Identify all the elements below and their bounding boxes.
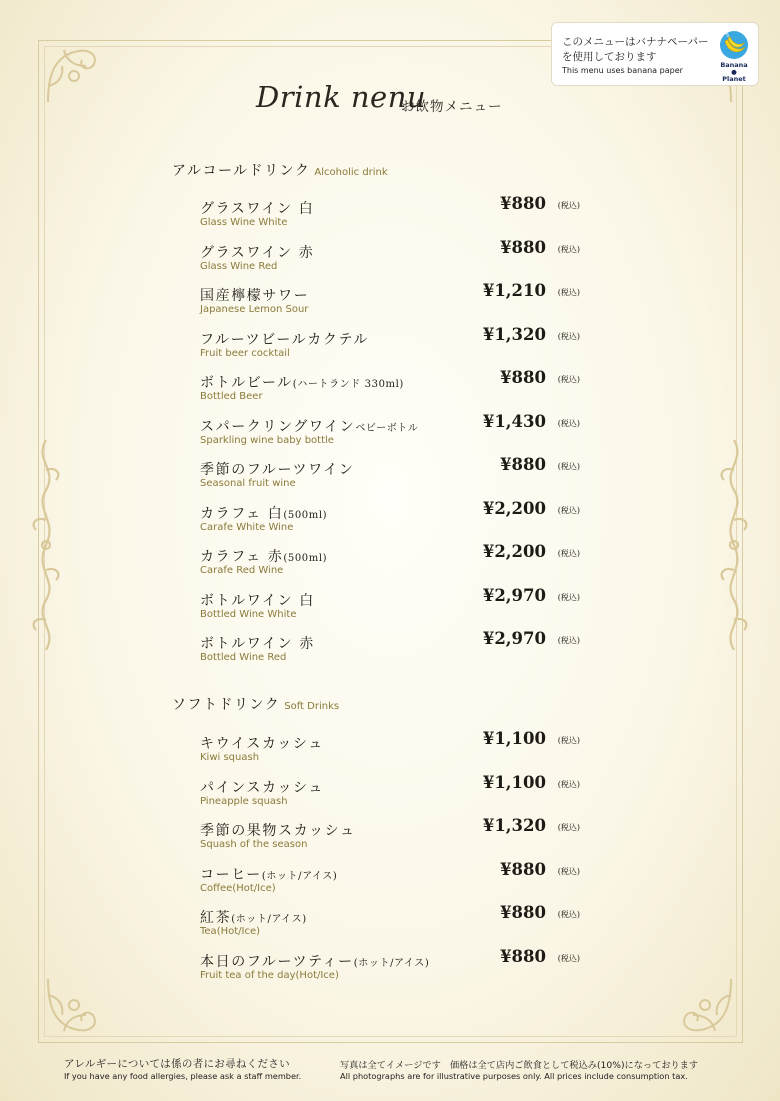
item-price: ¥880 bbox=[500, 946, 546, 966]
banana-paper-notice-jp: このメニューはバナナペーパーを使用しております bbox=[562, 36, 709, 63]
item-name-main: パインスカッシュ bbox=[200, 779, 324, 796]
menu-item bbox=[200, 816, 580, 860]
item-name-en: Tea(Hot/Ice) bbox=[200, 926, 261, 937]
item-price: ¥880 bbox=[500, 194, 546, 213]
item-price: ¥1,210 bbox=[482, 281, 546, 300]
item-price: ¥880 bbox=[500, 903, 546, 922]
section-title-jp: ソフトドリンク bbox=[172, 697, 281, 713]
item-name-en: Carafe Red Wine bbox=[200, 565, 284, 576]
banana-planet-logo bbox=[716, 29, 752, 83]
menu-item bbox=[200, 585, 580, 630]
item-name-main: カラフェ 白 bbox=[200, 505, 284, 522]
item-name-jp bbox=[200, 285, 309, 305]
menu-item bbox=[200, 281, 580, 325]
menu-item bbox=[200, 194, 580, 238]
item-price: ¥2,970 bbox=[482, 629, 546, 648]
item-tax-label: (税込) bbox=[557, 375, 580, 384]
section-title-en: Soft Drinks bbox=[284, 701, 340, 712]
price-note-jp: 写真は全てイメージです 価格は全て店内ご飲食として税込み(10%)になっております bbox=[340, 1060, 699, 1071]
menu-item bbox=[200, 324, 580, 369]
menu-item bbox=[200, 772, 580, 817]
item-name-en: Squash of the season bbox=[200, 839, 308, 850]
item-price: ¥880 bbox=[500, 368, 546, 387]
item-name-main: ボトルビール bbox=[200, 375, 293, 391]
item-name-jp bbox=[200, 633, 315, 653]
item-name-jp bbox=[200, 416, 419, 436]
item-name-main: 本日のフルーツティー bbox=[200, 953, 354, 970]
menu-item bbox=[200, 859, 580, 904]
item-name-en: Glass Wine White bbox=[200, 217, 288, 228]
price-note-en: All photographs are for illustrative purposes only. All prices include consumption tax. bbox=[340, 1071, 688, 1081]
item-name-main: キウイスカッシュ bbox=[200, 736, 324, 752]
item-tax-label: (税込) bbox=[557, 288, 580, 297]
item-price: ¥1,100 bbox=[482, 729, 546, 748]
menu-item bbox=[200, 411, 580, 456]
item-name-jp bbox=[200, 590, 315, 610]
item-name-en: Fruit beer cocktail bbox=[200, 347, 290, 359]
corner-flourish-bottom-left bbox=[44, 975, 104, 1035]
menu-item bbox=[200, 368, 580, 412]
item-name-jp bbox=[200, 777, 324, 797]
item-name-jp bbox=[200, 372, 404, 392]
corner-flourish-top-left bbox=[44, 46, 104, 106]
item-price: ¥880 bbox=[500, 237, 546, 257]
item-name-en: Bottled Beer bbox=[200, 391, 263, 402]
item-name-main: ボトルワイン 赤 bbox=[200, 636, 315, 652]
item-tax-label: (税込) bbox=[557, 244, 580, 254]
item-name-jp bbox=[200, 907, 307, 927]
item-tax-label: (税込) bbox=[557, 779, 580, 789]
item-name-suffix: (ホット/アイス) bbox=[231, 914, 307, 925]
item-name-jp bbox=[200, 546, 327, 566]
item-tax-label: (税込) bbox=[557, 910, 580, 919]
item-price: ¥2,970 bbox=[482, 585, 546, 605]
item-name-en: Japanese Lemon Sour bbox=[200, 304, 309, 315]
item-tax-label: (税込) bbox=[557, 823, 580, 832]
item-name-jp bbox=[200, 733, 324, 753]
item-name-main: ボトルワイン 白 bbox=[200, 592, 315, 609]
item-name-en: Bottled Wine White bbox=[200, 608, 297, 620]
menu-item bbox=[200, 542, 580, 586]
menu-title-script: Drink nenu bbox=[256, 80, 427, 114]
item-tax-label: (税込) bbox=[557, 331, 580, 341]
item-price: ¥880 bbox=[500, 859, 546, 879]
item-name-jp bbox=[200, 951, 429, 971]
item-name-main: グラスワイン 赤 bbox=[200, 244, 315, 261]
item-name-en: Seasonal fruit wine bbox=[200, 478, 296, 489]
menu-title-jp: お飲物メニュー bbox=[401, 99, 503, 115]
item-name-en: Fruit tea of the day(Hot/Ice) bbox=[200, 969, 339, 981]
item-name-en: Pineapple squash bbox=[200, 795, 288, 807]
item-tax-label: (税込) bbox=[557, 418, 580, 428]
item-name-en: Carafe White Wine bbox=[200, 521, 294, 533]
menu-item bbox=[200, 946, 580, 991]
item-name-suffix: (500ml) bbox=[283, 553, 328, 564]
item-name-suffix: (ホット/アイス) bbox=[353, 957, 430, 969]
item-name-jp bbox=[200, 820, 356, 840]
item-price: ¥1,320 bbox=[482, 324, 546, 344]
item-name-jp bbox=[200, 198, 314, 218]
item-name-suffix: (ホット/アイス) bbox=[261, 870, 338, 882]
allergy-notice-jp: アレルギーについては係の者にお尋ねください bbox=[64, 1058, 290, 1070]
item-price: ¥1,320 bbox=[482, 816, 546, 835]
item-tax-label: (税込) bbox=[557, 549, 580, 558]
side-flourish-left bbox=[28, 440, 64, 650]
item-price: ¥2,200 bbox=[482, 542, 546, 561]
item-name-main: スパークリングワイン bbox=[200, 418, 356, 435]
item-name-main: カラフェ 赤 bbox=[200, 549, 284, 565]
item-name-suffix: (500ml) bbox=[283, 509, 328, 521]
item-price: ¥2,200 bbox=[482, 498, 546, 518]
banana-paper-notice-en: This menu uses banana paper bbox=[562, 66, 683, 75]
item-name-main: コーヒー bbox=[200, 866, 262, 883]
item-name-suffix: ベビーボトル bbox=[355, 422, 419, 434]
corner-flourish-bottom-right bbox=[675, 975, 735, 1035]
item-name-main: フルーツビールカクテル bbox=[200, 331, 369, 348]
item-name-jp bbox=[200, 329, 369, 349]
menu-item bbox=[200, 629, 580, 673]
item-tax-label: (税込) bbox=[557, 636, 580, 645]
item-tax-label: (税込) bbox=[557, 736, 580, 745]
item-price: ¥1,430 bbox=[482, 411, 546, 431]
menu-item bbox=[200, 903, 580, 947]
side-flourish-right bbox=[716, 440, 752, 650]
section-title-alcohol bbox=[172, 160, 388, 180]
item-tax-label: (税込) bbox=[557, 953, 580, 963]
item-name-main: グラスワイン 白 bbox=[200, 201, 315, 217]
menu-item bbox=[200, 455, 580, 499]
section-title-soft-drinks bbox=[172, 694, 339, 714]
item-tax-label: (税込) bbox=[557, 462, 580, 471]
item-name-en: Glass Wine Red bbox=[200, 260, 278, 272]
item-name-jp bbox=[200, 503, 327, 523]
banana-logo-icon bbox=[716, 29, 752, 63]
allergy-notice-en: If you have any food allergies, please ask a staff member. bbox=[64, 1071, 302, 1081]
item-tax-label: (税込) bbox=[557, 592, 580, 602]
item-name-main: 国産檸檬サワー bbox=[200, 288, 310, 304]
banana-planet-logo-text: Banana ● Planet bbox=[720, 61, 748, 83]
menu-item bbox=[200, 729, 580, 773]
menu-item bbox=[200, 237, 580, 282]
section-title-jp: アルコールドリンク bbox=[172, 163, 311, 179]
menu-item bbox=[200, 498, 580, 543]
item-name-en: Bottled Wine Red bbox=[200, 652, 287, 663]
item-name-en: Sparkling wine baby bottle bbox=[200, 434, 334, 446]
item-name-en: Coffee(Hot/Ice) bbox=[200, 882, 276, 894]
item-price: ¥880 bbox=[500, 455, 546, 474]
item-tax-label: (税込) bbox=[557, 866, 580, 876]
item-name-jp bbox=[200, 242, 314, 262]
item-name-jp bbox=[200, 864, 337, 884]
item-tax-label: (税込) bbox=[557, 201, 580, 210]
item-name-main: 季節のフルーツワイン bbox=[200, 462, 355, 478]
banana-paper-notice bbox=[551, 22, 759, 86]
item-tax-label: (税込) bbox=[557, 505, 580, 515]
item-name-main: 季節の果物スカッシュ bbox=[200, 823, 356, 839]
item-name-jp bbox=[200, 459, 354, 479]
item-name-en: Kiwi squash bbox=[200, 752, 260, 763]
item-price: ¥1,100 bbox=[482, 772, 546, 792]
item-name-suffix: (ハートランド 330ml) bbox=[292, 379, 404, 390]
svg-text:5: 5 bbox=[726, 33, 730, 39]
section-title-en: Alcoholic drink bbox=[314, 167, 388, 178]
item-name-main: 紅茶 bbox=[200, 910, 232, 926]
